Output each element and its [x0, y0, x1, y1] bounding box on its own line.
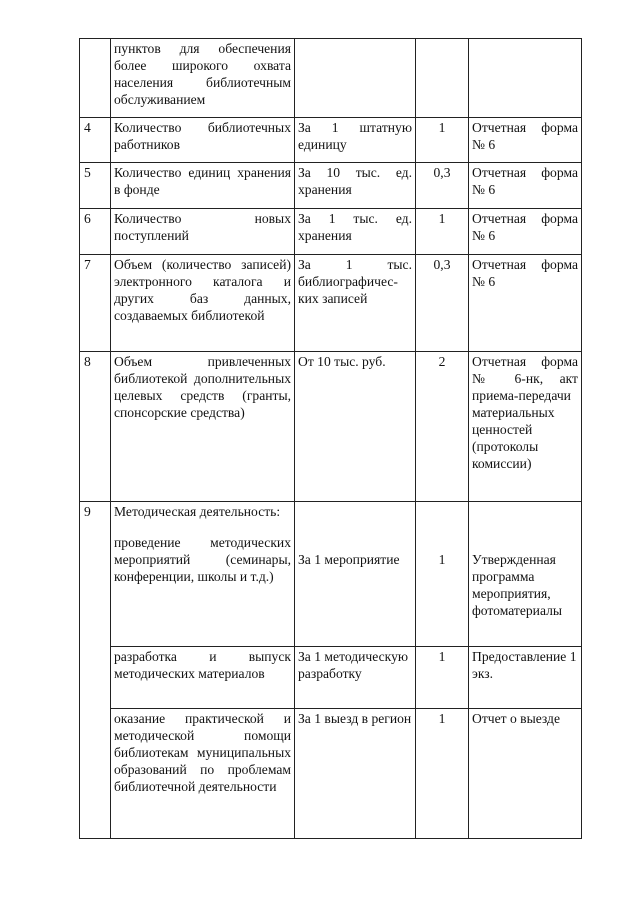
row-number: 5: [80, 163, 111, 209]
source-cell: Отчетная форма № 6: [469, 163, 582, 209]
indicator-cell: пунктов для обеспечения более широкого охвата населения библиотечным обслуживанием: [111, 39, 295, 118]
points-cell: 1: [416, 209, 469, 255]
table-row: [80, 118, 582, 163]
indicator-cell: Количество новых поступлений: [111, 209, 295, 255]
unit-cell: За 1 штатную единицу: [295, 118, 416, 163]
table-row: [80, 502, 582, 647]
points-cell: 2: [416, 352, 469, 502]
source-cell: Отчетная форма № 6: [469, 255, 582, 352]
table-row: [80, 709, 582, 839]
indicator-cell: Объем привлеченных библиотекой дополнительных целевых средств (гранты, спонсорские средства): [111, 352, 295, 502]
points-cell: [416, 502, 469, 647]
spacer: [298, 503, 412, 551]
row-number: [80, 39, 111, 118]
indicator-text: проведение методических мероприятий (семинары, конференции, школы и т.д.): [114, 535, 291, 584]
table-row: [80, 647, 582, 709]
unit-cell: [295, 39, 416, 118]
table-row: [80, 39, 582, 118]
row-number: 7: [80, 255, 111, 352]
indicator-cell: Объем (количество записей) электронного каталога и других баз данных, создаваемых библиотекой: [111, 255, 295, 352]
spacer: [472, 503, 578, 551]
unit-text: За 1 мероприятие: [298, 552, 400, 567]
spacer: [114, 520, 291, 534]
criteria-table: [79, 38, 582, 839]
points-cell: 0,3: [416, 255, 469, 352]
table-row: [80, 163, 582, 209]
indicator-cell: разработка и выпуск методических материалов: [111, 647, 295, 709]
indicator-cell: Количество библиотечных работников: [111, 118, 295, 163]
points-cell: 1: [416, 647, 469, 709]
source-cell: Отчет о выезде: [469, 709, 582, 839]
row-number: 8: [80, 352, 111, 502]
source-text: Утвержденная программа мероприятия, фотоматериалы: [472, 552, 563, 618]
unit-cell: За 1 тыс. ед. хранения: [295, 209, 416, 255]
indicator-cell: оказание практической и методической помощи библиотекам муниципальных образований по проблемам библиотечной деятельности: [111, 709, 295, 839]
row-number: 6: [80, 209, 111, 255]
table-row: [80, 255, 582, 352]
unit-cell: От 10 тыс. руб.: [295, 352, 416, 502]
points-cell: 1: [416, 709, 469, 839]
row-number: 9: [80, 502, 111, 839]
source-cell: Отчетная форма № 6: [469, 118, 582, 163]
indicator-cell: Количество единиц хранения в фонде: [111, 163, 295, 209]
source-cell: Предоставление 1 экз.: [469, 647, 582, 709]
unit-cell: За 1 методическую разработку: [295, 647, 416, 709]
table-row: [80, 352, 582, 502]
points-text: 1: [438, 552, 446, 567]
points-cell: [416, 39, 469, 118]
points-cell: 1: [416, 118, 469, 163]
spacer: [419, 503, 465, 551]
unit-cell: За 1 тыс. библиографичес-ких записей: [295, 255, 416, 352]
unit-cell: [295, 502, 416, 647]
unit-cell: За 10 тыс. ед. хранения: [295, 163, 416, 209]
section-title: Методическая деятельность:: [114, 504, 281, 519]
source-cell: Отчетная форма № 6: [469, 209, 582, 255]
unit-cell: За 1 выезд в регион: [295, 709, 416, 839]
indicator-cell: [111, 502, 295, 647]
table-row: [80, 209, 582, 255]
source-cell: Отчетная форма № 6-нк, акт приема-передачи материальных ценностей (протоколы комиссии): [469, 352, 582, 502]
source-cell: [469, 502, 582, 647]
points-cell: 0,3: [416, 163, 469, 209]
source-cell: [469, 39, 582, 118]
row-number: 4: [80, 118, 111, 163]
